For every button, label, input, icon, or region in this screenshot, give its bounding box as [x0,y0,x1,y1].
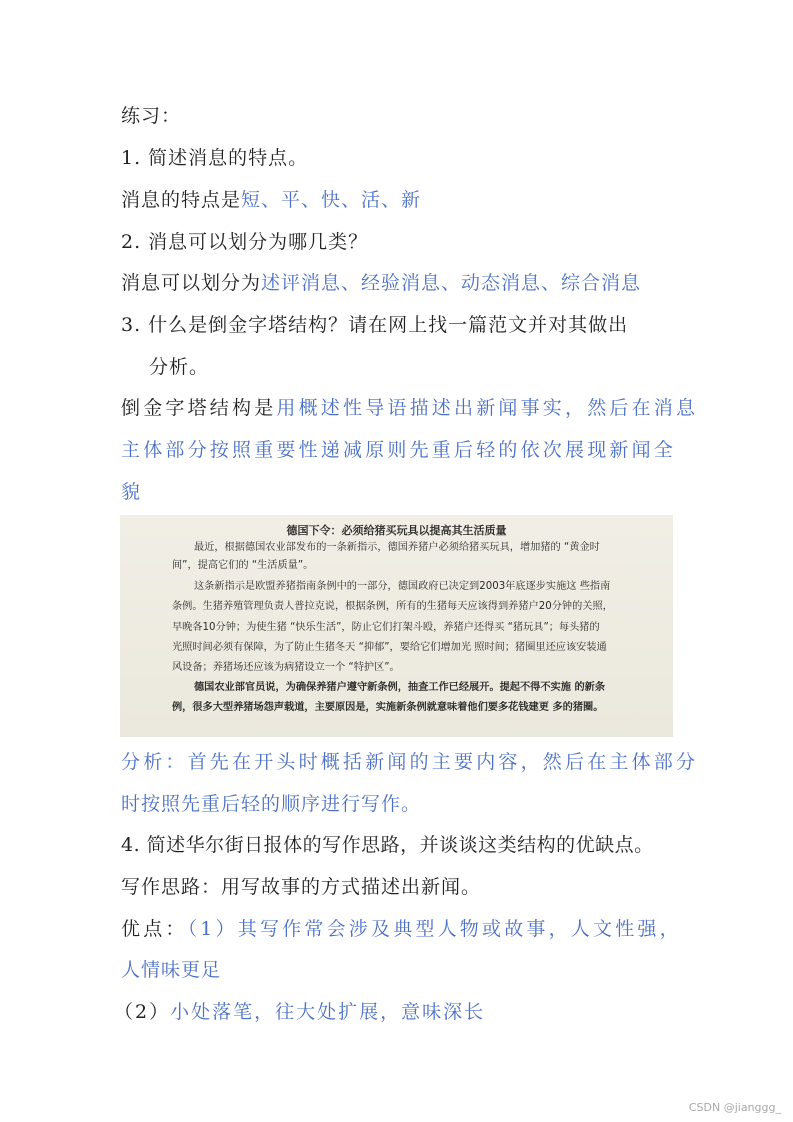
news-line: 这条新指示是欧盟养猪指南条例中的一部分，德国政府已决定到2003年底逐步实施这 些指南 [194,581,611,592]
analysis-text-1: 首先在开头时概括新闻的主要内容，然后在主体部分 [187,751,699,773]
answer-1-prefix: 消息的特点是 [121,189,242,211]
news-line: 条例。生猪养殖管理负责人普拉克说，根据条例，所有的生猪每天应该得到养猪户20分钟的关照， [172,601,613,612]
news-line: 最近，根据德国农业部发布的一条新指示，德国养猪户必须给猪买玩具，增加猪的 “黄金时 [194,542,600,553]
news-line: 早晚各10分钟；为使生猪 “快乐生活”，防止它们打架斗殴，养猪户还得买 “猪玩具”；每头猪的 [172,622,600,633]
news-title: 德国下令：必须给猪买玩具以提高其生活质量 [286,524,507,537]
news-line: 光照时间必须有保障，为了防止生猪冬天 “抑郁”，要给它们增加光 照时间；猪圈里还应该安装通 [172,642,607,653]
pros-line-2: 人情味更足 [121,959,222,981]
question-2: 2. 消息可以划分为哪几类？ [121,231,369,253]
news-line: 风设备；养猪场还应该为病猪设立一个 “特护区”。 [172,662,400,673]
news-article-image [120,515,673,737]
analysis-prefix: 分析： [121,751,188,773]
answer-3-line-3: 貌 [121,481,142,503]
news-line: 间”，提高它们的 “生活质量”。 [172,560,314,571]
news-line: 德国农业部官员说，为确保养猪户遵守新条例，抽查工作已经展开。提起不得不实施 的新条 [194,682,606,693]
analysis-line-2: 时按照先重后轻的顺序进行写作。 [121,793,422,815]
answer-1 [121,189,421,211]
news-line: 例，很多大型养猪场怨声载道，主要原因是，实施新条例就意味着他们要多花钱建更 多的猪圈。 [172,702,604,713]
question-3-line-2: 分析。 [149,356,210,378]
pros-line-1 [121,918,682,940]
answer-3-text-1: 用概述性导语描述出新闻事实，然后在消息 [276,397,699,419]
answer-2-text: 述评消息、经验消息、动态消息、综合消息 [261,272,642,294]
analysis-line-1 [121,751,698,773]
question-1: 1. 简述消息的特点。 [121,147,309,169]
csdn-watermark: CSDN @jianggg_ [688,1101,781,1114]
pros-item-2-number: （2） [114,1001,171,1023]
pros-prefix: 优点： [121,918,188,940]
answer-3-prefix: 倒金字塔结构是 [121,397,277,419]
practice-heading: 练习： [121,105,182,127]
question-3-line-1: 3. 什么是倒金字塔结构？请在网上找一篇范文并对其做出 [121,314,629,336]
answer-2-prefix: 消息可以划分为 [121,272,262,294]
answer-3-line-1 [121,397,698,419]
pros-item-2 [114,1001,485,1023]
answer-2 [121,272,641,294]
writing-idea: 写作思路：用写故事的方式描述出新闻。 [121,876,482,898]
answer-3-line-2: 主体部分按照重要性递减原则先重后轻的依次展现新闻全 [121,439,677,461]
pros-item-2-text: 小处落笔，往大处扩展，意味深长 [170,1001,486,1023]
answer-1-text: 短、平、快、活、新 [241,189,422,211]
pros-item-1-text: （1）其写作常会涉及典型人物或故事，人文性强， [187,918,682,940]
question-4: 4. 简述华尔街日报体的写作思路，并谈谈这类结构的优缺点。 [121,834,654,856]
